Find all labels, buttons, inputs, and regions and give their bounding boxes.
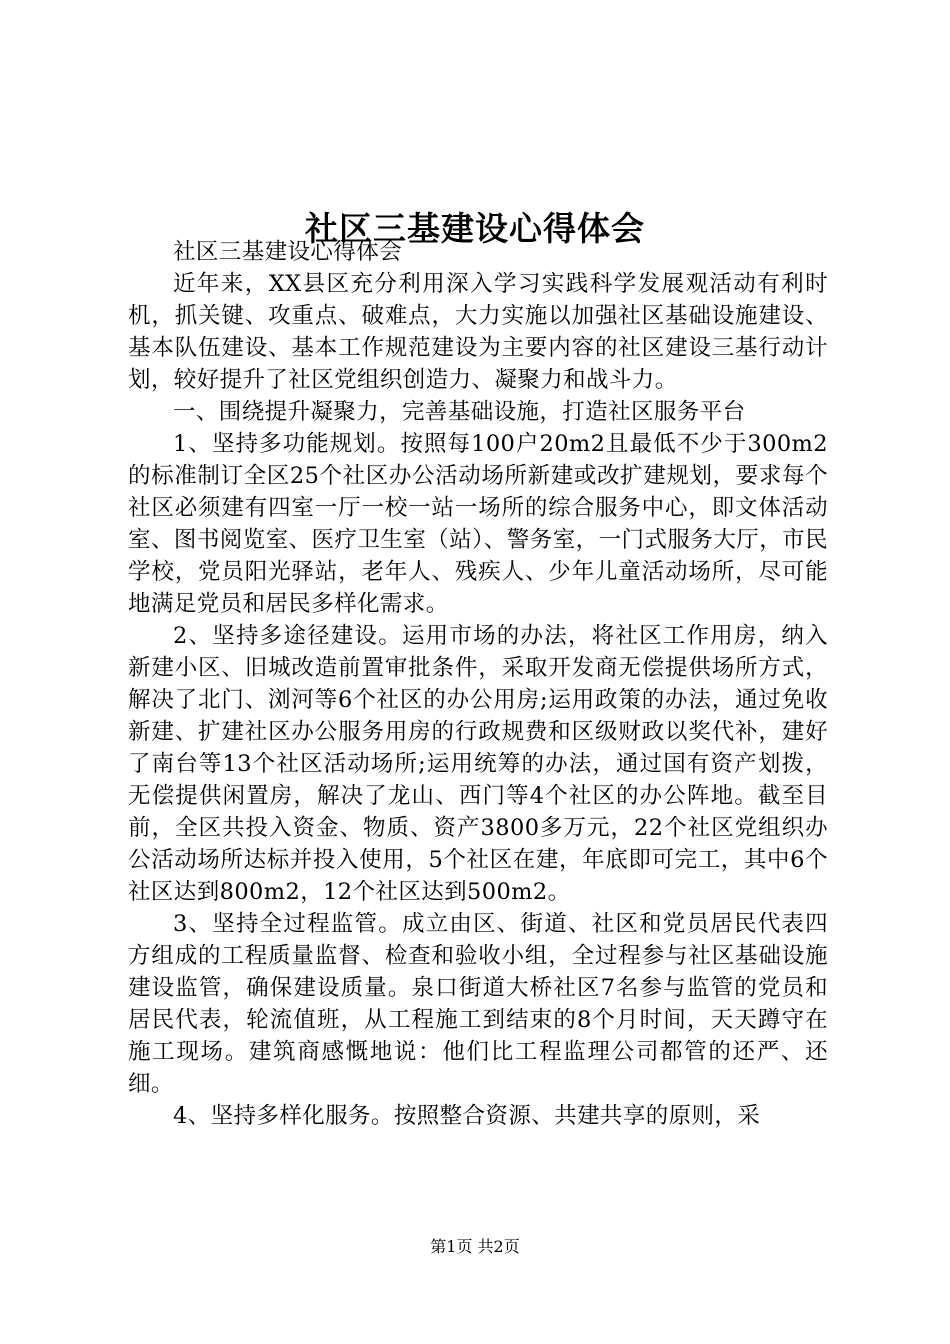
paragraph-item-1: 1、坚持多功能规划。按照每100户20m2且最低不少于300m2的标准制订全区25个社区办公活动场所新建或改扩建规划，要求每个社区必须建有四室一厅一校一站一场所的综合服务中心，即文体活动室、图书阅览室、医疗卫生室（站）、警务室，一门式服务大厅，市民学校，党员阳光驿站，老年人、残疾人、少年儿童活动场所，尽可能地满足党员和居民多样化需求。	[128, 431, 828, 617]
document-body	[128, 236, 828, 1132]
paragraph-intro: 近年来，XX县区充分利用深入学习实践科学发展观活动有利时机，抓关键、攻重点、破难点，大力实施以加强社区基础设施建设、基本队伍建设、基本工作规范建设为主要内容的社区建设三基行动计划，较好提升了社区党组织创造力、凝聚力和战斗力。	[128, 271, 828, 393]
paragraph-item-3: 3、坚持全过程监管。成立由区、街道、社区和党员居民代表四方组成的工程质量监督、检查和验收小组，全过程参与社区基础设施建设监管，确保建设质量。泉口街道大桥社区7名参与监管的党员和居民代表，轮流值班，从工程施工到结束的8个月时间，天天蹲守在施工现场。建筑商感慨地说：他们比工程监理公司都管的还严、还细。	[128, 911, 828, 1097]
paragraph-item-4: 4、坚持多样化服务。按照整合资源、共建共享的原则，采	[173, 1103, 761, 1129]
paragraph-subtitle: 社区三基建设心得体会	[173, 239, 403, 265]
section-heading-1: 一、围绕提升凝聚力，完善基础设施，打造社区服务平台	[173, 399, 746, 425]
document-title: 社区三基建设心得体会	[305, 209, 645, 249]
page-number-footer: 第1页 共2页	[430, 1237, 520, 1256]
paragraph-item-2: 2、坚持多途径建设。运用市场的办法，将社区工作用房，纳入新建小区、旧城改造前置审批条件，采取开发商无偿提供场所方式，解决了北门、浏河等6个社区的办公用房;运用政策的办法，通过免收新建、扩建社区办公服务用房的行政规费和区级财政以奖代补，建好了南台等13个社区活动场所;运用统筹的办法，通过国有资产划拨，无偿提供闲置房，解决了龙山、西门等4个社区的办公阵地。截至目前，全区共投入资金、物质、资产3800多万元，22个社区党组织办公活动场所达标并投入使用，5个社区在建，年底即可完工，其中6个社区达到800m2，12个社区达到500m2。	[128, 623, 828, 905]
